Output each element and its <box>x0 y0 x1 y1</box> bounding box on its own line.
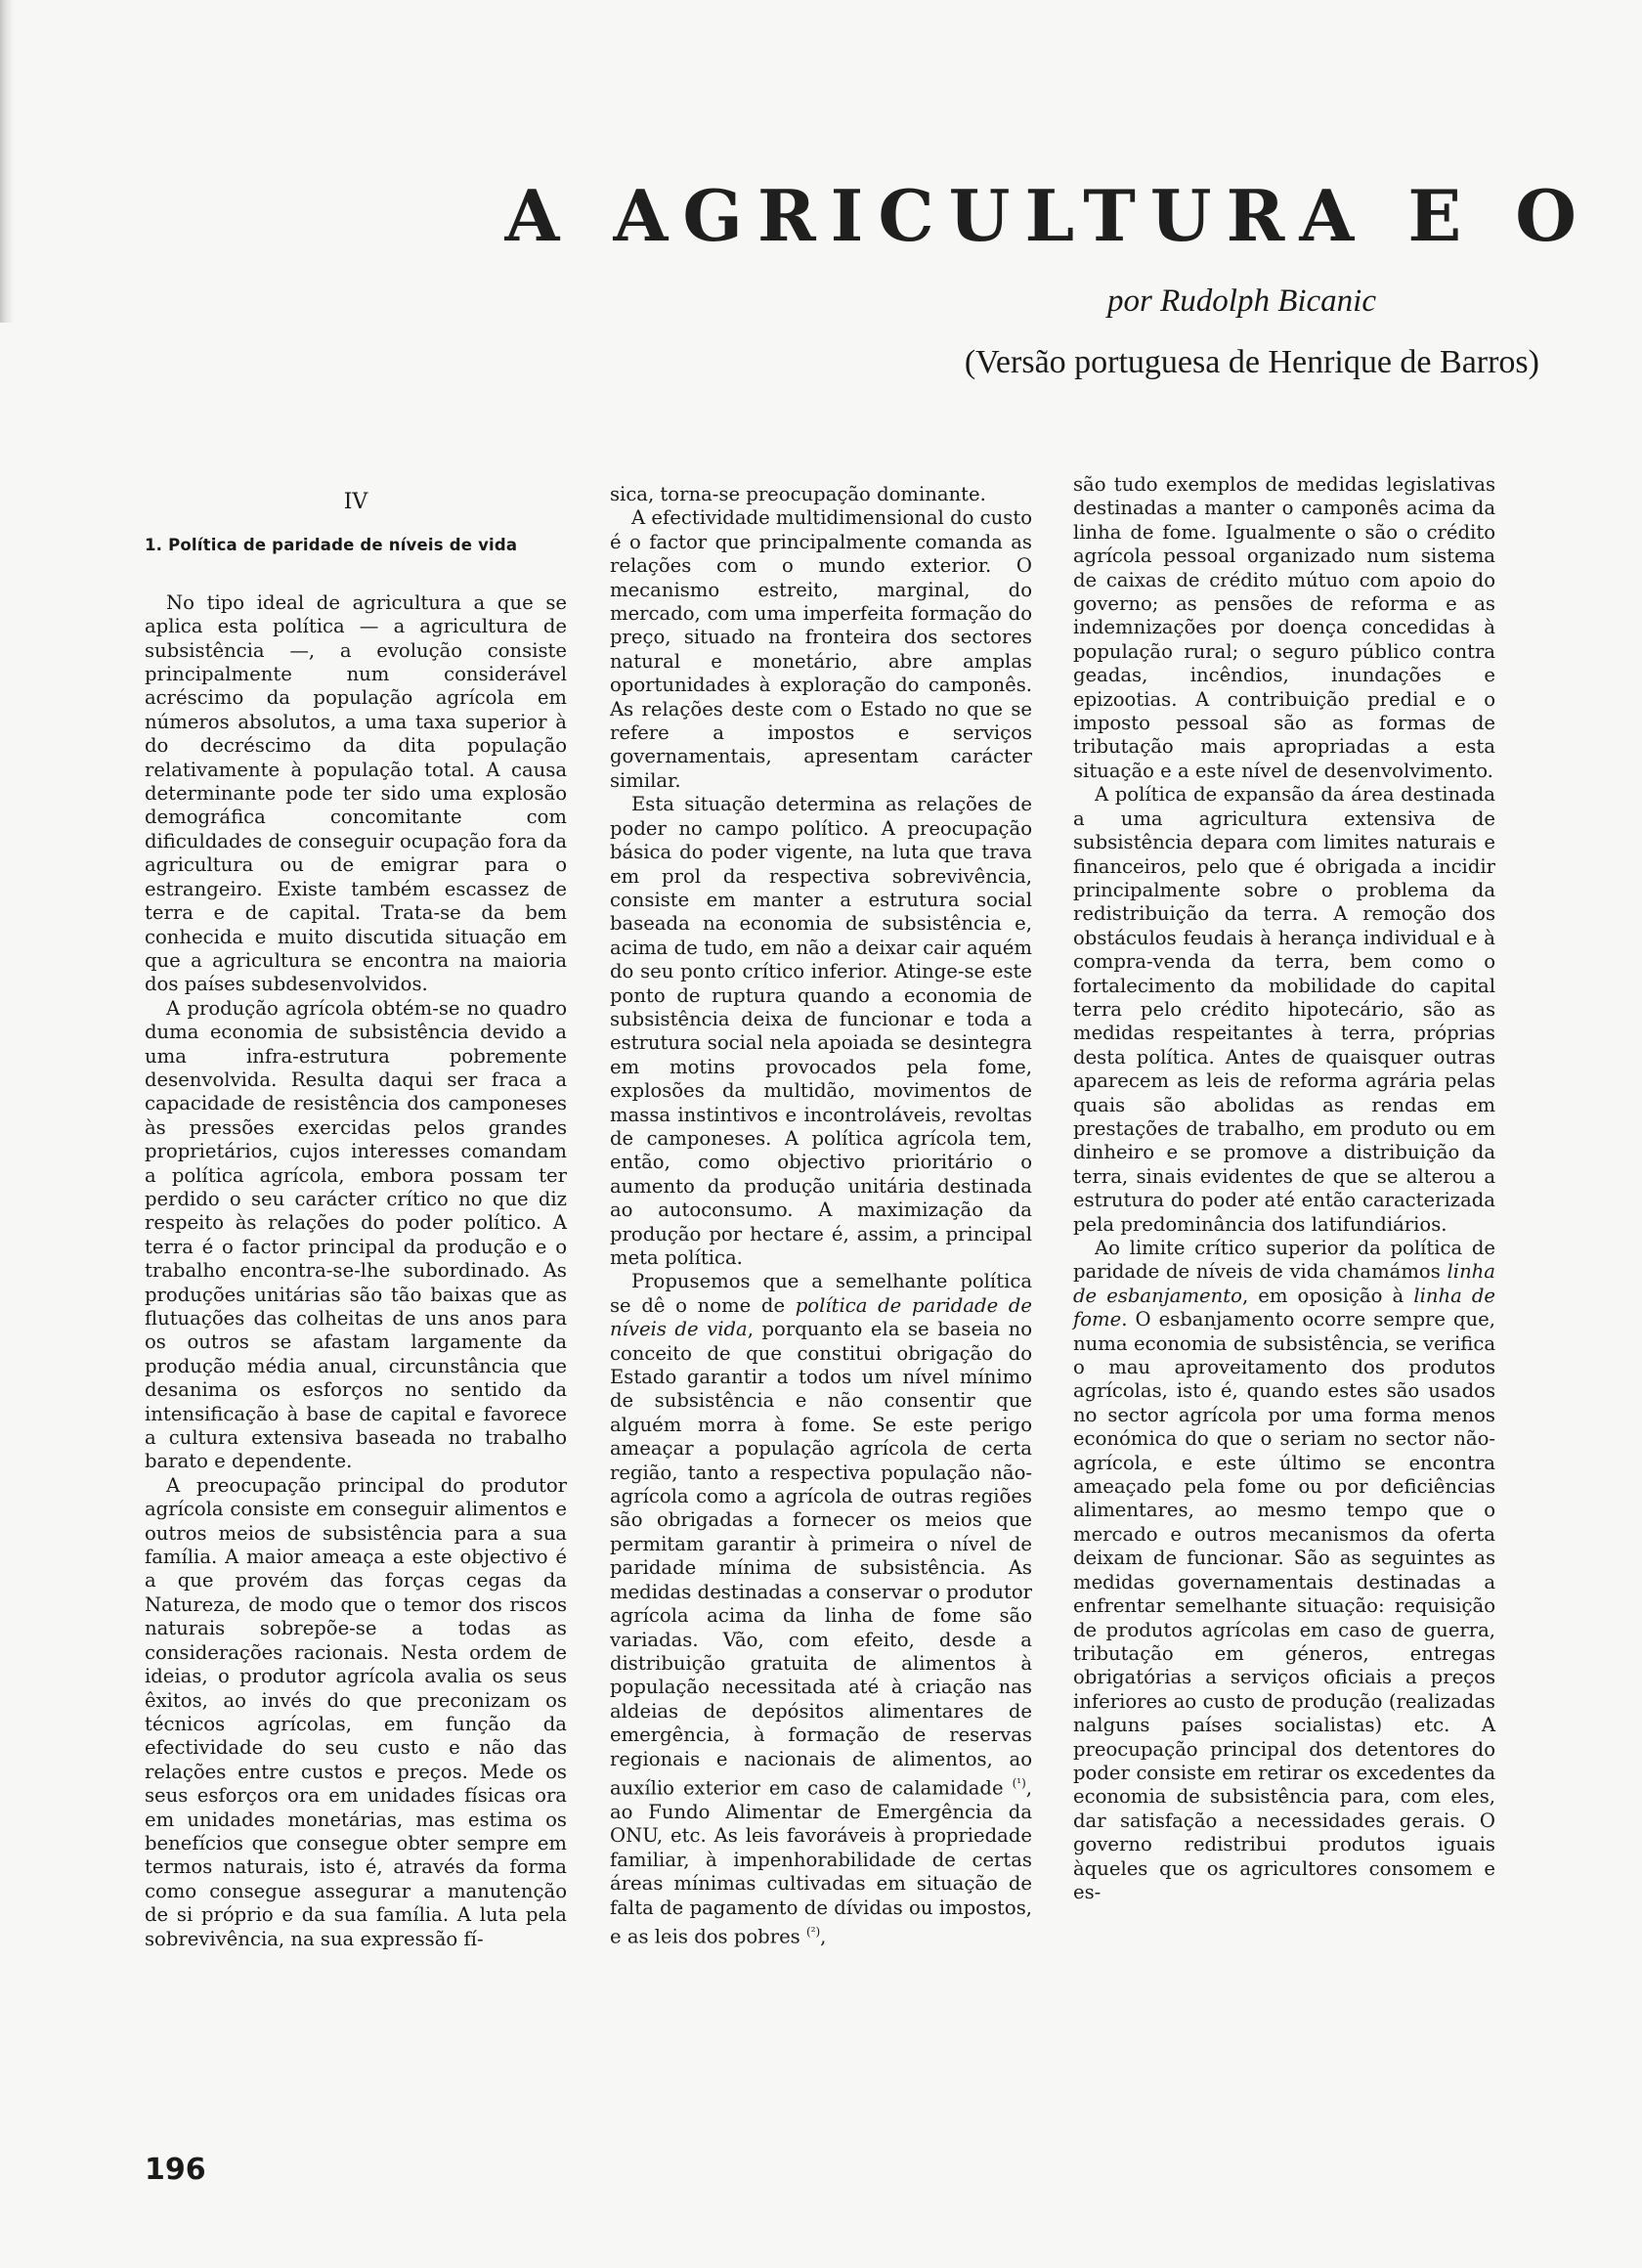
paragraph: A política de expansão da área destinada a uma agricultura extensiva de subsistência depara com limites naturais e financeiros, pelo que é obrigada a incidir principalmente sobre o problema da redistribuição da terra. A remoção dos obstáculos feudais à herança individual e à compra-venda da terra, bem como o fortalecimento da mobilidade do capital terra pelo crédito hipotecário, são as medidas respeitantes à terra, próprias desta política. Antes de quaisquer outras aparecem as leis de reforma agrária pelas quais são abolidas as rendas em prestações de trabalho, em produto ou em dinheiro e se promove a distribuição da terra, sinais evidentes de que se alterou a estrutura do poder até então caracterizada pela predominância dos latifundiários. <box>1073 783 1495 1236</box>
emphasis-term: linha de esbanjamento <box>1073 1260 1495 1307</box>
emphasis-term: linha de fome <box>1073 1284 1495 1331</box>
text-run: , em oposição à <box>1241 1284 1414 1307</box>
article-title: A AGRICULTURA E O <box>504 174 1591 257</box>
text-run: . O esbanjamento ocorre sempre que, numa economia de subsistência, se verifica o mau aproveitamento dos produtos agrícolas, isto é, quando estes são usados no sector agrícola por uma forma menos económica do que o seriam no sector não-agrícola, e este último se encontra ameaçado pela fome ou por deficiências alimentares, ao mesmo tempo que o mercado e outros mecanismos da oferta deixam de funcionar. São as seguintes as medidas governamentais destinadas a enfrentar semelhante situação: requisição de produtos agrícolas em caso de guerra, tributação em géneros, entregas obrigatórias a serviços oficiais a preços inferiores ao custo de produção (realizadas nalguns países socialistas) etc. A preocupação principal dos detentores do poder consiste em retirar os excedentes da economia de subsistência para, com eles, dar satisfação a necessidades gerais. O governo redistribui produtos iguais àqueles que os agricultores consomem e es- <box>1073 1308 1495 1903</box>
text-run: , <box>820 1925 827 1948</box>
translation-credit: (Versão portuguesa de Henrique de Barros) <box>964 344 1539 380</box>
text-run: , ao Fundo Alimentar de Emergência da ONU, etc. As leis favoráveis à propriedade familiar, à impenhorabilidade de certas áreas mínimas cultivadas em situação de falta de pagamento de dívidas ou impostos, e as leis dos pobres <box>610 1776 1032 1948</box>
section-heading: 1. Política de paridade de níveis de vida <box>145 536 518 555</box>
text-run: Ao limite crítico superior da política de paridade de níveis de vida chamámos <box>1073 1237 1495 1284</box>
page-number: 196 <box>145 2153 206 2187</box>
paragraph: A efectividade multidimensional do custo é o factor que principalmente comanda as relações com o mundo exterior. O mecanismo estreito, marginal, do mercado, com uma imperfeita formação do preço, situado na fronteira dos sectores natural e monetário, abre amplas oportunidades à exploração do camponês. As relações deste com o Estado no que se refere a impostos e serviços governamentais, apresentam carácter similar. <box>610 506 1032 792</box>
section-number: IV <box>343 490 368 514</box>
paragraph: A preocupação principal do produtor agrícola consiste em conseguir alimentos e outros meios de subsistência para a sua família. A maior ameaça a este objectivo é a que provém das forças cegas da Natureza, de modo que o temor dos riscos naturais sobrepõe-se a todas as considerações racionais. Nesta ordem de ideias, o produtor agrícola avalia os seus êxitos, ao invés do que preconizam os técnicos agrícolas, em função da efectividade do seu custo e não das relações entre custos e preços. Mede os seus esforços ora em unidades físicas ora em unidades monetárias, mas estima os benefícios que consegue obter sempre em termos naturais, isto é, através da forma como consegue assegurar a manutenção de si próprio e da sua família. A luta pela sobrevivência, na sua expressão fí- <box>145 1473 567 1950</box>
text-run: , porquanto ela se baseia no conceito de que constitui obrigação do Estado garantir a todos um nível mínimo de subsistência e não consentir que alguém morra à fome. Se este perigo ameaçar a população agrícola de certa região, tanto a respectiva população não-agrícola como a agrícola de outras regiões são obrigadas a fornecer os meios que permitam garantir à primeira o nível de paridade mínima de subsistência. As medidas destinadas a conservar o produtor agrícola acima da linha de fome são variadas. Vão, com efeito, desde a distribuição gratuita de alimentos à população necessitada até à criação nas aldeias de depósitos alimentares de emergência, à formação de reservas regionais e nacionais de alimentos, ao auxílio exterior em caso de calamidade <box>610 1318 1032 1800</box>
footnote-ref-1[interactable]: (¹) <box>1012 1775 1026 1790</box>
text-column-3 <box>1073 473 1495 1904</box>
scan-edge-shadow <box>0 0 14 323</box>
paragraph-continued: sica, torna-se preocupação dominante. <box>610 483 986 505</box>
paragraph: No tipo ideal de agricultura a que se aplica esta política — a agricultura de subsistência —, a evolução consiste principalmente num considerável acréscimo da população agrícola em números absolutos, a uma taxa superior à do decréscimo da dita população relativamente à população total. A causa determinante pode ter sido uma explosão demográfica concomitante com dificuldades de conseguir ocupação fora da agricultura ou de emigrar para o estrangeiro. Existe também escassez de terra e de capital. Trata-se da bem conhecida e muito discutida situação em que a agricultura se encontra na maioria dos países subdesenvolvidos. <box>145 590 567 996</box>
paragraph-continued: são tudo exemplos de medidas legislativas destinadas a manter o camponês acima da linha de fome. Igualmente o são o crédito agrícola pessoal organizado num sistema de caixas de crédito mútuo com apoio do governo; as pensões de reforma e as indemnizações por doença concedidas à população rural; o seguro público contra geadas, incêndios, inundações e epizootias. A contribuição predial e o imposto pessoal são as formas de tributação mais apropriadas a esta situação e a este nível de desenvolvimento. <box>1073 473 1495 782</box>
footnote-ref-2[interactable]: (²) <box>805 1924 821 1939</box>
text-column-2 <box>610 483 1032 1949</box>
text-column-1 <box>145 481 567 1951</box>
paragraph <box>1073 1237 1495 1904</box>
paragraph: Esta situação determina as relações de poder no campo político. A preocupação básica do poder vigente, na luta que trava em prol da respectiva sobrevivência, consiste em manter a estrutura social baseada na economia de subsistência e, acima de tudo, em não a deixar cair aquém do seu ponto crítico inferior. Atinge-se este ponto de ruptura quando a economia de subsistência deixa de funcionar e toda a estrutura social nela apoiada se desintegra em motins provocados pela fome, explosões da multidão, movimentos de massa instintivos e incontroláveis, revoltas de camponeses. A política agrícola tem, então, como objectivo prioritário o aumento da produção unitária destinada ao autoconsumo. A maximização da produção por hectare é, assim, a principal meta política. <box>610 793 1032 1269</box>
emphasis-term: política de paridade de níveis de vida <box>610 1293 1032 1341</box>
paragraph <box>610 1270 1032 1948</box>
text-run: Propusemos que a semelhante política se dê o nome de <box>610 1270 1032 1317</box>
paragraph: A produção agrícola obtém-se no quadro duma economia de subsistência devido a uma infra-estrutura pobremente desenvolvida. Resulta daqui ser fraca a capacidade de resistência dos camponeses às pressões exercidas pelos grandes proprietários, cujos interesses comandam a política agrícola, embora possam ter perdido o seu carácter crítico no que diz respeito às relações do poder político. A terra é o factor principal da produção e o trabalho encontra-se-lhe subordinado. As produções unitárias são tão baixas que as flutuações das colheitas de uns anos para os outros se afastam largamente da produção média anual, circunstância que desanima os esforços no sentido da intensificação à base de capital e favorece a cultura extensiva baseada no trabalho barato e dependente. <box>145 996 567 1473</box>
article-byline: por Rudolph Bicanic <box>1107 284 1376 319</box>
